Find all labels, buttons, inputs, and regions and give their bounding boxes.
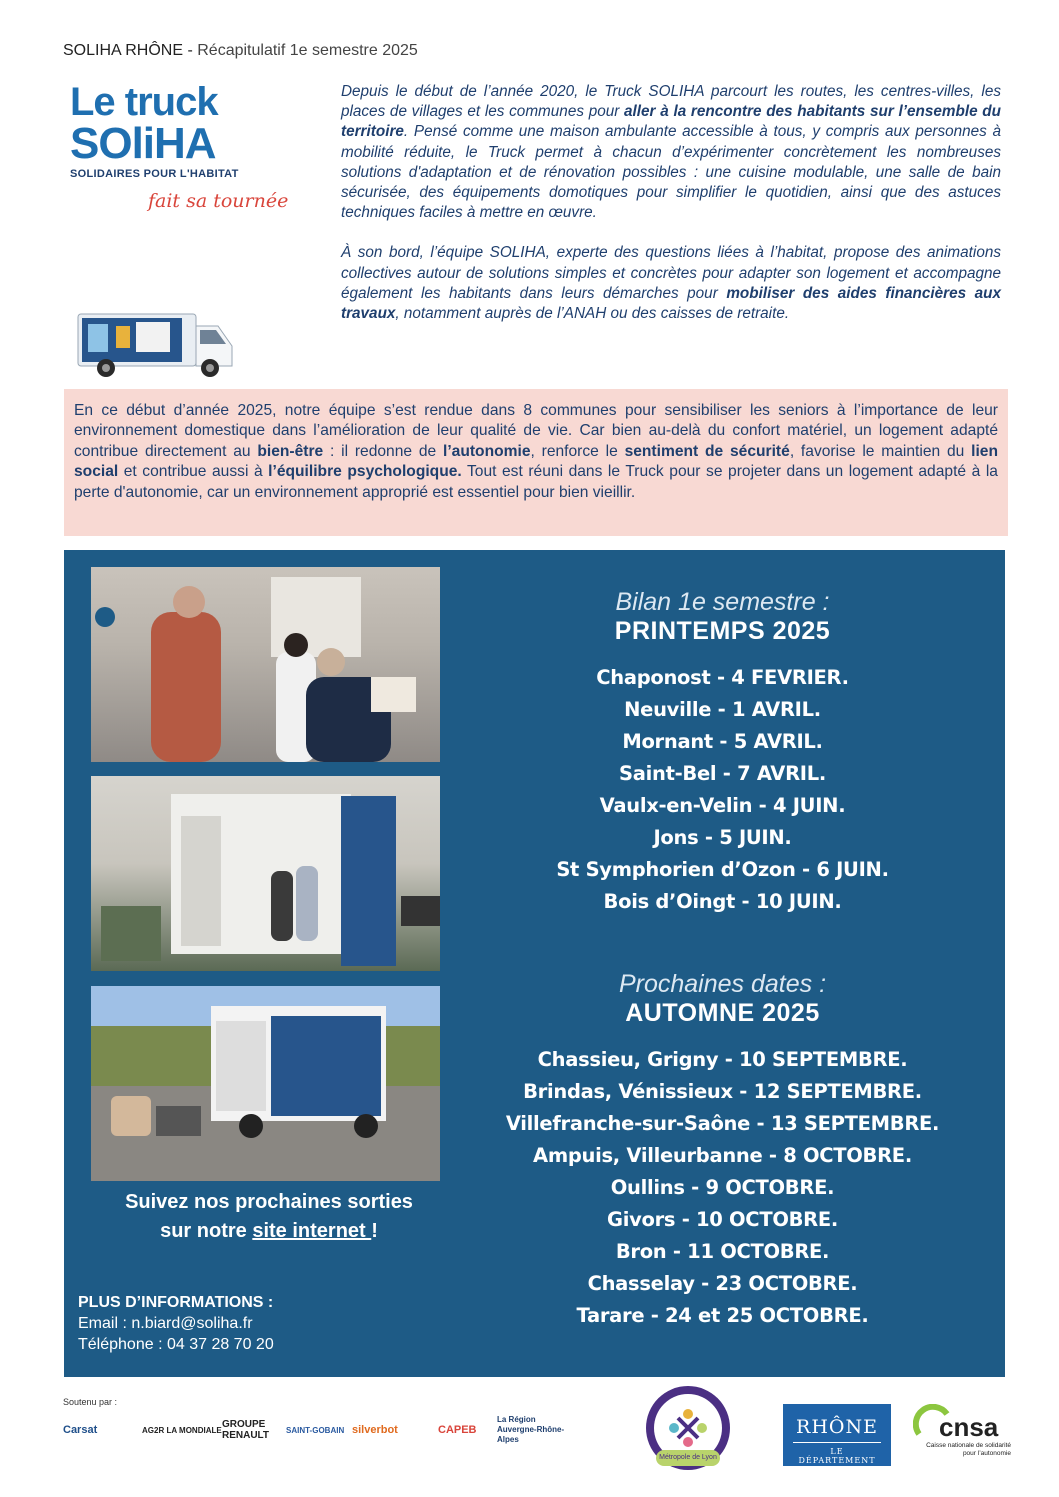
bilan-section xyxy=(440,588,1005,918)
website-link[interactable]: site internet xyxy=(252,1220,372,1242)
truck-soliha-logo xyxy=(70,82,320,222)
prochaines-date: 10 SEPTEMBRE. xyxy=(739,1048,908,1071)
footer-label: Soutenu par : xyxy=(63,1397,118,1407)
prochaines-place: Ampuis, Villeurbanne xyxy=(533,1144,763,1167)
logo-tagline: fait sa tournée xyxy=(148,190,289,212)
prochaines-place: Chasselay xyxy=(587,1272,695,1295)
prochaines-item: Chassieu, Grigny - 10 SEPTEMBRE. xyxy=(537,1048,908,1071)
info-phone: Téléphone : 04 37 28 70 20 xyxy=(78,1336,274,1353)
bilan-place: Chaponost xyxy=(596,666,711,689)
follow-text: Suivez nos prochaines sorties sur notre site internet ! xyxy=(125,1191,413,1242)
logo-line2: SOliHA xyxy=(70,119,216,168)
prochaines-item: Villefranche-sur-Saône - 13 SEPTEMBRE. xyxy=(505,1112,940,1135)
prochaines-place: Givors xyxy=(606,1208,676,1231)
bilan-date: 5 AVRIL. xyxy=(733,730,823,753)
prochaines-date: 11 OCTOBRE. xyxy=(687,1240,830,1263)
intro-paragraph-2: À son bord, l’équipe SOLIHA, experte des questions liées à l’habitat, propose des animations collectives autour de solutions simples et concrètes pour adapter son logement et accompagne également les habitants dans leurs démarches pour mobiliser des aides financières aux travaux, notamment auprès de l’ANAH ou des caisses de retraite. xyxy=(341,244,1001,323)
bilan-item: Neuville - 1 AVRIL. xyxy=(624,698,821,721)
photo-inside-truck xyxy=(91,567,440,762)
bilan-place: Saint-Bel xyxy=(619,762,717,785)
intro-text xyxy=(341,82,1001,344)
bilan-item: Bois d’Oingt - 10 JUIN. xyxy=(603,890,842,913)
prochaines-item: Chasselay - 23 OCTOBRE. xyxy=(587,1272,858,1295)
prochaines-date: 24 et 25 OCTOBRE. xyxy=(665,1304,869,1327)
prochaines-date: 12 SEPTEMBRE. xyxy=(753,1080,922,1103)
prochaines-item: Tarare - 24 et 25 OCTOBRE. xyxy=(576,1304,869,1327)
bilan-item: Mornant - 5 AVRIL. xyxy=(622,730,823,753)
bilan-date: 7 AVRIL. xyxy=(737,762,826,785)
sponsor-saint-gobain: SAINT-GOBAIN xyxy=(286,1425,345,1435)
rhone-logo: RHÔNE LE DÉPARTEMENT xyxy=(783,1404,891,1466)
bilan-place: Mornant xyxy=(622,730,713,753)
bilan-title-italic: Bilan 1e semestre : xyxy=(615,588,830,616)
prochaines-title-bold: AUTOMNE 2025 xyxy=(625,999,820,1027)
bilan-place: Jons xyxy=(653,826,699,849)
bilan-date: 5 JUIN. xyxy=(719,826,792,849)
prochaines-place: Oullins xyxy=(610,1176,685,1199)
page-header: SOLIHA RHÔNE - Récapitulatif 1e semestre 2025 xyxy=(63,42,418,59)
sponsor-ag2r: AG2R LA MONDIALE xyxy=(142,1425,222,1435)
sponsor-capeb: CAPEB xyxy=(438,1424,477,1436)
info-title: PLUS D’INFORMATIONS : xyxy=(78,1294,274,1311)
bilan-place: Vaulx-en-Velin xyxy=(599,794,753,817)
bilan-date: 1 AVRIL. xyxy=(731,698,821,721)
prochaines-item: Oullins - 9 OCTOBRE. xyxy=(610,1176,835,1199)
prochaines-date: 8 OCTOBRE. xyxy=(783,1144,912,1167)
bilan-date: 10 JUIN. xyxy=(755,890,842,913)
summary-box: En ce début d’année 2025, notre équipe s’est rendue dans 8 communes pour sensibiliser les seniors à l’importance de leur environnement domestique dans l’amélioration de leur qualité de vie. Car bien au-delà du confort matériel, un logement adapté contribue directement au bien-être : il redonne de l’autonomie, renforce le sentiment de sécurité, favorise le maintien du lien social et contribue aussi à l’équilibre psychologique. Tout est réuni dans le Truck pour se projeter dans un logement adapté à la perte d'autonomie, car un environnement approprié est essentiel pour bien vieillir. xyxy=(64,389,1008,536)
bilan-date: 4 JUIN. xyxy=(772,794,846,817)
prochaines-date: 23 OCTOBRE. xyxy=(715,1272,858,1295)
prochaines-item: Brindas, Vénissieux - 12 SEPTEMBRE. xyxy=(523,1080,922,1103)
photo-truck-open-door xyxy=(91,776,440,971)
prochaines-section xyxy=(440,970,1005,1332)
prochaines-list xyxy=(440,1044,1005,1332)
truck-illustration xyxy=(76,308,238,382)
sponsor-renault: GROUPE RENAULT xyxy=(222,1419,270,1441)
logo-line3: SOLIDAIRES POUR L'HABITAT xyxy=(70,168,239,180)
bilan-item: Vaulx-en-Velin - 4 JUIN. xyxy=(599,794,846,817)
sponsor-silverbot: silverbot xyxy=(352,1424,398,1436)
sponsor-region: La Région Auvergne-Rhône-Alpes xyxy=(497,1415,565,1444)
prochaines-item: Givors - 10 OCTOBRE. xyxy=(606,1208,838,1231)
logo-line1: Le truck xyxy=(70,80,218,124)
prochaines-date: 13 SEPTEMBRE. xyxy=(770,1112,940,1135)
header-subtitle: Récapitulatif 1e semestre 2025 xyxy=(197,42,418,59)
contact-info xyxy=(78,1292,274,1355)
prochaines-place: Tarare xyxy=(576,1304,645,1327)
prochaines-item: Ampuis, Villeurbanne - 8 OCTOBRE. xyxy=(533,1144,912,1167)
bilan-date: 4 FEVRIER. xyxy=(731,666,849,689)
prochaines-place: Chassieu, Grigny xyxy=(537,1048,719,1071)
cnsa-logo: cnsa Caisse nationale de solidarité pour l’autonomie xyxy=(913,1404,1005,1464)
prochaines-item: Bron - 11 OCTOBRE. xyxy=(615,1240,830,1263)
bilan-title-bold: PRINTEMPS 2025 xyxy=(614,617,831,645)
prochaines-title-italic: Prochaines dates : xyxy=(618,970,827,998)
prochaines-date: 9 OCTOBRE. xyxy=(705,1176,835,1199)
photo-truck-parking xyxy=(91,986,440,1181)
prochaines-place: Villefranche-sur-Saône xyxy=(505,1112,751,1135)
prochaines-place: Brindas, Vénissieux xyxy=(523,1080,733,1103)
bilan-list xyxy=(440,662,1005,918)
info-email[interactable]: Email : n.biard@soliha.fr xyxy=(78,1315,253,1332)
bilan-date: 6 JUIN. xyxy=(816,858,889,881)
bilan-place: St Symphorien d’Ozon xyxy=(556,858,796,881)
bilan-item: Chaponost - 4 FEVRIER. xyxy=(596,666,849,689)
bilan-place: Bois d’Oingt xyxy=(603,890,736,913)
header-brand: SOLIHA RHÔNE xyxy=(63,42,184,59)
metropole-logo: Métropole de Lyon xyxy=(646,1386,730,1470)
bilan-item: Saint-Bel - 7 AVRIL. xyxy=(619,762,826,785)
prochaines-date: 10 OCTOBRE. xyxy=(696,1208,838,1231)
sponsor-carsat: Carsat xyxy=(63,1424,98,1436)
intro-paragraph-1: Depuis le début de l’année 2020, le Truck SOLIHA parcourt les routes, les centres-villes, les places de villages et les communes pour aller à la rencontre des habitants sur l’ensemble du territoire. Pensé comme une maison ambulante accessible à tous, y compris aux personnes à mobilité réduite, le Truck permet à chacun d’expérimenter concrètement les nombreuses solutions d'adaptation et de rénovation possibles : une cuisine modulable, une salle de bain sécurisée, des équipements domotiques pour simplifier le quotidien, ainsi que des astuces techniques faciles à mettre en œuvre. xyxy=(341,83,1001,222)
bilan-item: Jons - 5 JUIN. xyxy=(653,826,792,849)
prochaines-place: Bron xyxy=(615,1240,667,1263)
bilan-item: St Symphorien d’Ozon - 6 JUIN. xyxy=(556,858,889,881)
bilan-place: Neuville xyxy=(624,698,712,721)
